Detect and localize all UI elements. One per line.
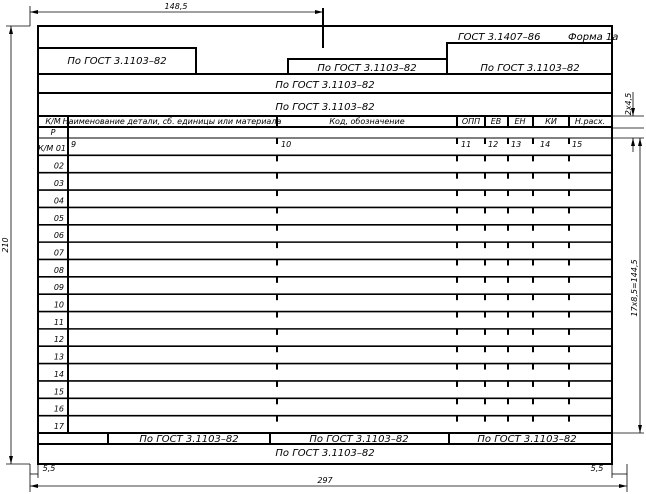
column-ticks (277, 138, 569, 422)
column-header-ki: КИ (545, 117, 557, 126)
row-number: 09 (53, 283, 64, 293)
dimension-width-total: 297 (317, 476, 333, 485)
row-numbers (54, 162, 65, 431)
row-number: 03 (53, 179, 64, 189)
gost-ref-bottom-1: По ГОСТ 3.1103–82 (139, 434, 239, 445)
dimension-width-top: 148,5 (164, 2, 188, 11)
gost-ref-row-3: По ГОСТ 3.1103–82 (275, 102, 375, 113)
row-number: 06 (53, 231, 64, 241)
row-number: 15 (53, 387, 64, 397)
column-number-14: 14 (540, 140, 551, 149)
row-number: 12 (53, 335, 64, 345)
column-header-en: ЕН (514, 117, 526, 126)
gost-ref-bottom-3: По ГОСТ 3.1103–82 (477, 434, 577, 445)
dimension-margin-left: 5,5 (42, 464, 56, 473)
row-label-km01: К/М 01 (38, 144, 66, 153)
column-header-name: Наименование детали, сб. единицы или материала (62, 117, 282, 126)
column-header-nrash: Н.расх. (574, 117, 606, 126)
column-header-ev: ЕВ (490, 117, 502, 126)
row-number: 08 (53, 265, 64, 275)
row-number: 16 (53, 404, 64, 414)
standard-ref: ГОСТ 3.1407–86 (458, 32, 541, 43)
dimension-header-rows: 2х4,5 (624, 92, 633, 116)
row-number: 04 (53, 196, 64, 206)
gost-ref-top-middle: По ГОСТ 3.1103–82 (317, 63, 417, 74)
row-number: 11 (53, 317, 64, 327)
row-label-r: Р (50, 128, 56, 137)
column-number-9: 9 (71, 140, 77, 149)
row-number: 14 (53, 369, 64, 379)
dimension-body-rows: 17х8,5=144,5 (630, 259, 639, 317)
gost-ref-row-2: По ГОСТ 3.1103–82 (275, 80, 375, 91)
row-number: 17 (53, 422, 64, 431)
row-number: 07 (53, 248, 64, 258)
gost-ref-bottom-2: По ГОСТ 3.1103–82 (309, 434, 409, 445)
dimension-lines (6, 6, 644, 492)
column-header-opp: ОПП (461, 117, 481, 126)
column-number-11: 11 (461, 140, 472, 149)
column-header-code: Код, обозначение (329, 117, 405, 126)
column-number-12: 12 (488, 140, 499, 149)
gost-ref-top-right: По ГОСТ 3.1103–82 (480, 63, 580, 74)
gost-ref-top-left: По ГОСТ 3.1103–82 (67, 56, 167, 67)
column-number-10: 10 (281, 140, 292, 149)
row-number: 10 (53, 300, 64, 310)
row-number: 05 (53, 213, 64, 223)
dimension-margin-right: 5,5 (590, 464, 604, 473)
row-lines (38, 155, 612, 415)
dimension-height-total: 210 (1, 237, 10, 253)
row-number: 02 (53, 161, 64, 171)
column-header-km: К/М (45, 117, 61, 126)
gost-ref-bottom-full: По ГОСТ 3.1103–82 (275, 448, 375, 459)
form-label: Форма 1а (568, 32, 619, 43)
row-number: 13 (53, 352, 64, 362)
column-number-13: 13 (511, 140, 522, 149)
column-number-15: 15 (572, 140, 583, 149)
